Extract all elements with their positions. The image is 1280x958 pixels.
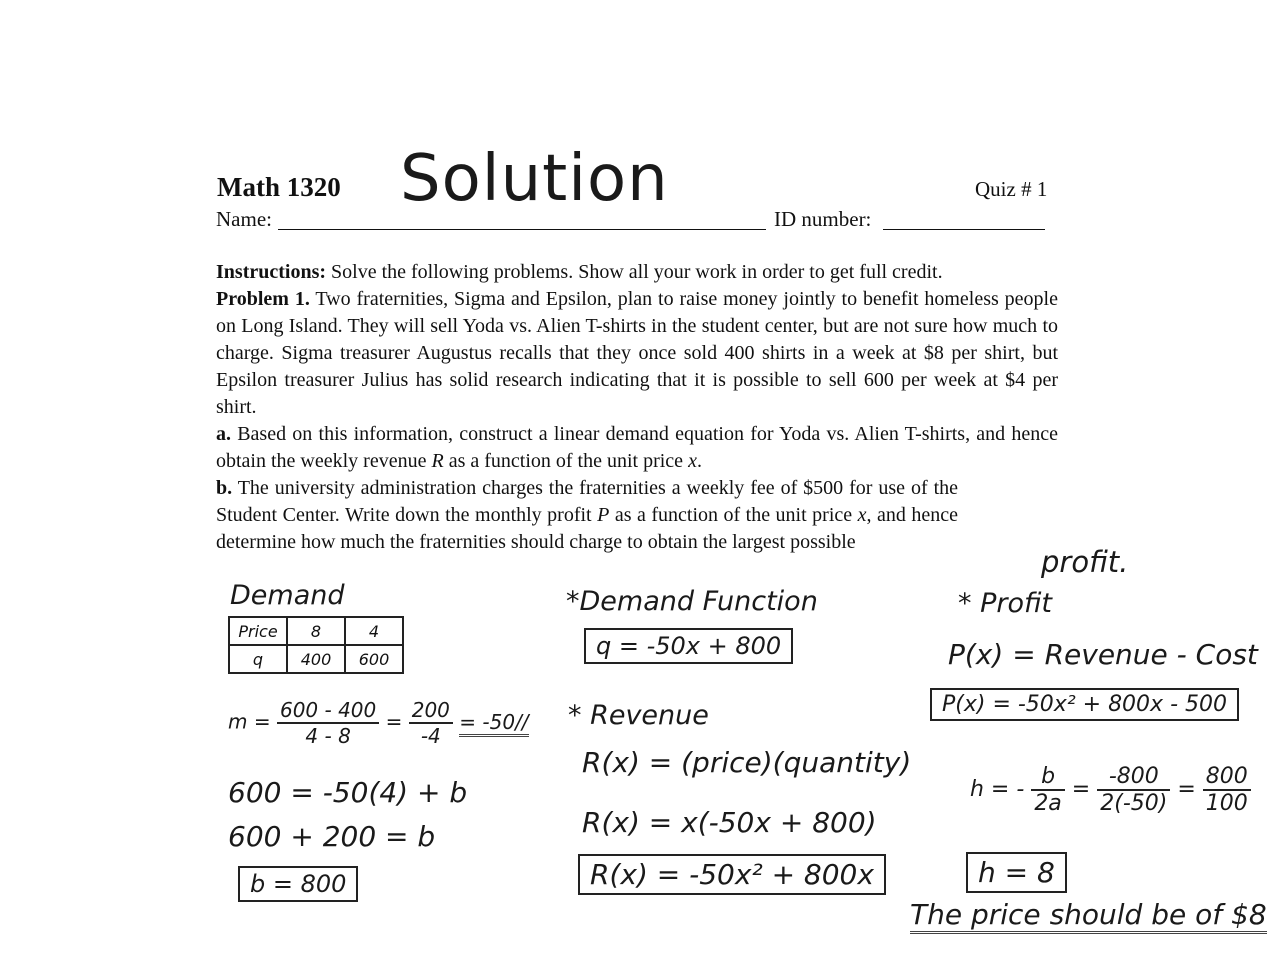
demand-function-title: *Demand Function: [566, 586, 818, 617]
part-a-text-2: as a function of the unit price: [448, 450, 684, 472]
fraction-numerator: b: [1031, 764, 1064, 791]
profit-definition: P(x) = Revenue - Cost: [948, 638, 1258, 671]
demand-title: Demand: [230, 580, 345, 611]
fraction-numerator: 200: [409, 698, 453, 724]
vertex-fraction-1: [1097, 764, 1170, 816]
problem-label: Problem 1.: [216, 288, 310, 310]
equals-sign: =: [1177, 777, 1196, 802]
instructions-label: Instructions:: [216, 261, 327, 283]
vertex-formula-fraction: [1031, 764, 1064, 816]
slope-result: = -50//: [459, 710, 528, 737]
instructions-text: Solve the following problems. Show all your work in order to get full credit.: [331, 261, 943, 283]
slope-calculation: m = $\frac{600 - 400}{4 - 8}$ = $\frac{200}{-4}$ = -50//: [228, 698, 529, 748]
name-label: Name:: [216, 207, 272, 231]
name-handwritten-value: Solution: [400, 142, 669, 216]
price-conclusion: The price should be of $8: [910, 898, 1267, 934]
revenue-title: * Revenue: [568, 700, 709, 731]
fraction-denominator: 100: [1205, 791, 1248, 816]
fraction-denominator: -4: [420, 724, 441, 748]
profit-function-boxed: P(x) = -50x² + 800x - 500: [930, 688, 1239, 721]
fraction-denominator: 4 - 8: [305, 724, 351, 748]
problem-text: Two fraternities, Sigma and Epsilon, plan to raise money jointly to benefit homeless people on Long Island. They will sell Yoda vs. Alien T-shirts in the student center, but are not sure how much to charge. Sigma treasurer Augustus recalls that they once sold 400 shirts in a week at $8 per shirt, but Epsilon treasurer Julius has solid research indicating that it is possible to sell 600 per week at $4 per shirt.: [216, 288, 1058, 418]
table-row: [229, 645, 403, 673]
profit-handwritten: profit.: [1041, 545, 1129, 579]
id-field-line: [883, 229, 1045, 230]
vertex-calculation: [970, 764, 1251, 816]
table-cell: Price: [229, 617, 287, 645]
part-a-label: a.: [216, 423, 231, 445]
slope-fraction-2: [409, 698, 453, 748]
part-b-paragraph: b. The university administration charges the fraternities a weekly fee of $500 for use of the Student Center. Write down the monthly profit P as a function of the unit price x, and hence determine how much the fraternities should charge to obtain the largest possible: [216, 477, 959, 553]
problem-paragraph: [216, 286, 1058, 421]
b-result-boxed: b = 800: [238, 866, 358, 902]
fraction-numerator: 600 - 400: [277, 698, 379, 724]
fraction-numerator: -800: [1097, 764, 1170, 791]
part-a-var2: x: [688, 450, 697, 472]
course-title: Math 1320: [217, 172, 341, 202]
price-quantity-table: [228, 616, 404, 674]
table-row: [229, 617, 403, 645]
slope-prefix: m =: [228, 709, 271, 734]
part-b-label: b.: [216, 477, 233, 499]
table-cell: 400: [287, 645, 345, 673]
vertex-result-boxed: h = 8: [966, 852, 1067, 893]
vertex-prefix: h = -: [970, 777, 1025, 802]
intercept-equation-1: 600 = -50(4) + b: [228, 776, 468, 809]
equals-sign: =: [1071, 777, 1091, 802]
part-b-var2: x: [857, 504, 867, 526]
fraction-numerator: 800: [1203, 764, 1251, 791]
revenue-result-boxed: R(x) = -50x² + 800x: [578, 854, 886, 895]
part-b-text-2: as a function of the unit price: [614, 504, 853, 526]
table-cell: q: [229, 645, 287, 673]
part-b-text-3: and hence determine how much the fraternities should charge to obtain the largest possible: [216, 504, 959, 553]
fraction-denominator: 2a: [1034, 791, 1062, 816]
name-field-line: [278, 229, 766, 230]
profit-title: * Profit: [958, 588, 1053, 619]
id-number-label: ID number:: [774, 207, 872, 231]
part-b-text-1: The university administration charges the fraternities a weekly fee of $500 for use of the Student Center. Write down the monthly profit: [216, 477, 958, 526]
revenue-step-2: R(x) = x(-50x + 800): [582, 806, 877, 839]
part-b-var: P: [597, 504, 610, 526]
fraction-denominator: 2(-50): [1100, 791, 1168, 816]
revenue-step-1: R(x) = (price)(quantity): [582, 746, 912, 779]
problem-body: [216, 259, 1058, 556]
table-cell: 4: [345, 617, 403, 645]
quiz-number: Quiz # 1: [975, 177, 1048, 201]
intercept-equation-2: 600 + 200 = b: [228, 820, 436, 853]
part-a-text-1: Based on this information, construct a linear demand equation for Yoda vs. Alien T-shirts, and hence obtain the weekly revenue: [216, 423, 1058, 472]
instructions-paragraph: [216, 259, 1058, 286]
part-a-paragraph: a. Based on this information, construct a linear demand equation for Yoda vs. Alien T-shirts, and hence obtain the weekly revenue R as a function of the unit price x.: [216, 423, 1058, 472]
vertex-fraction-2: [1203, 764, 1251, 816]
table-cell: 600: [345, 645, 403, 673]
part-a-var: R: [431, 450, 444, 472]
demand-function-boxed: q = -50x + 800: [584, 628, 793, 664]
slope-fraction-1: [277, 698, 379, 748]
table-cell: 8: [287, 617, 345, 645]
